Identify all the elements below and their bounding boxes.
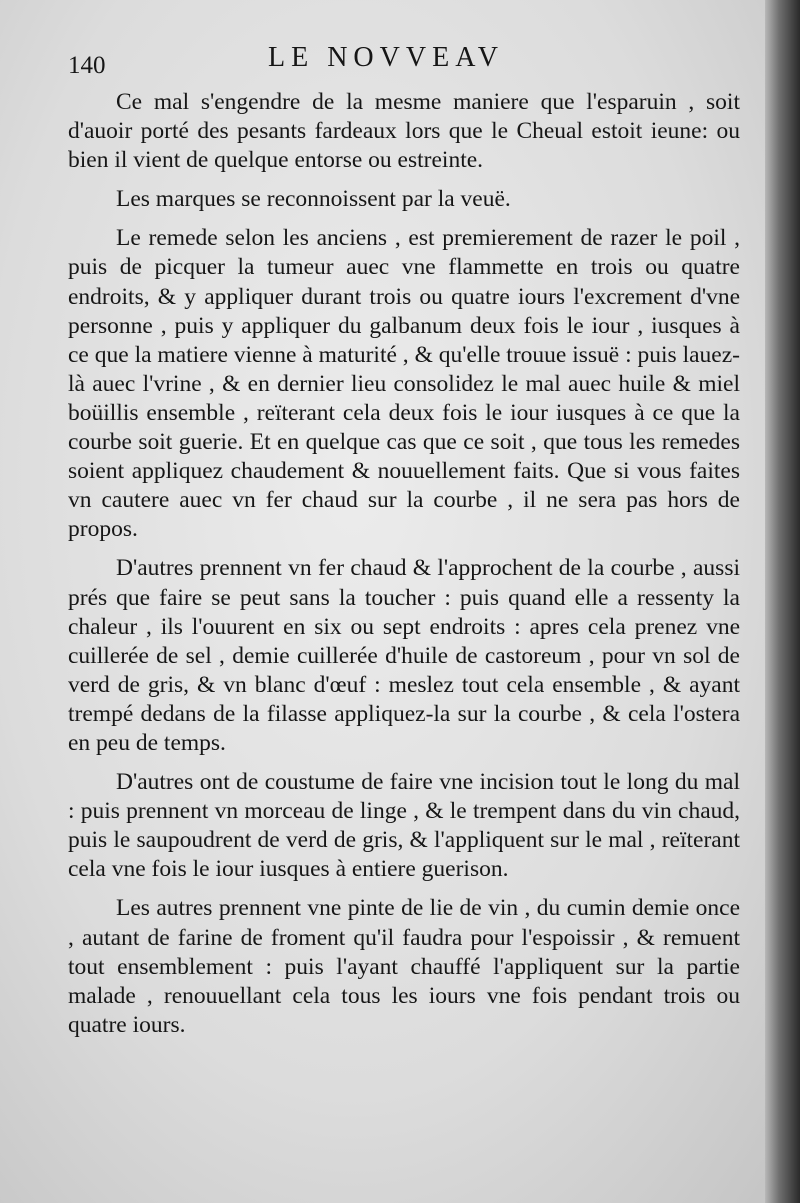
running-head: LE NOVVEAV [268,42,505,73]
book-spine-shadow [765,0,800,1203]
page-header [68,40,748,80]
paragraph: D'autres ont de coustume de faire vne incision tout le long du mal : puis prennent vn morceau de linge , & le trempent dans du vin chaud, puis le saupoudrent de verd de gris, & l'appliquent sur le mal , reïterant cela vne fois le iour iusques à entiere guerison. [68,769,740,883]
paragraph: Le remede selon les anciens , est premierement de razer le poil , puis de picquer la tumeur auec vne flammette en trois ou quatre endroits, & y appliquer durant trois ou quatre iours l'excrement d'vne personne , puis y appliquer du galbanum deux fois le iour , iusques à ce que la matiere vienne à maturité , & qu'elle trouue issuë : puis lauez-là auec l'vrine , & en dernier lieu consolidez le mal auec huile & miel boüillis ensemble , reïterant cela deux fois le iour iusques à ce que la courbe soit guerie. Et en quelque cas que ce soit , que tous les remedes soient appliquez chaudement & nouuellement faits. Que si vous faites vn cautere auec vn fer chaud sur la courbe , il ne sera pas hors de propos. [68,225,740,543]
paragraph: Les autres prennent vne pinte de lie de vin , du cumin demie once , autant de farine de froment qu'il faudra pour l'espoissir , & remuent tout ensemblement : puis l'ayant chauffé l'appliquent sur la partie malade , renouuellant cela tous les iours vne fois pendant trois ou quatre iours. [68,895,740,1038]
paragraph: D'autres prennent vn fer chaud & l'approchent de la courbe , aussi prés que faire se peut sans la toucher : puis quand elle a ressenty la chaleur , ils l'ouurent en six ou sept endroits : apres cela prenez vne cuillerée de sel , demie cuillerée d'huile de castoreum , pour vn sol de verd de gris, & vn blanc d'œuf : meslez tout cela ensemble , & ayant trempé dedans de la filasse appliquez-la sur la courbe , & cela l'ostera en peu de temps. [68,555,740,756]
paragraph: Les marques se reconnoissent par la veuë. [116,186,511,213]
page-body [68,88,740,1050]
page-number: 140 [68,52,106,79]
paragraph: Ce mal s'engendre de la mesme maniere que l'esparuin , soit d'auoir porté des pesants fardeaux lors que le Cheual estoit ieune: ou bien il vient de quelque entorse ou estreinte. [68,89,740,174]
